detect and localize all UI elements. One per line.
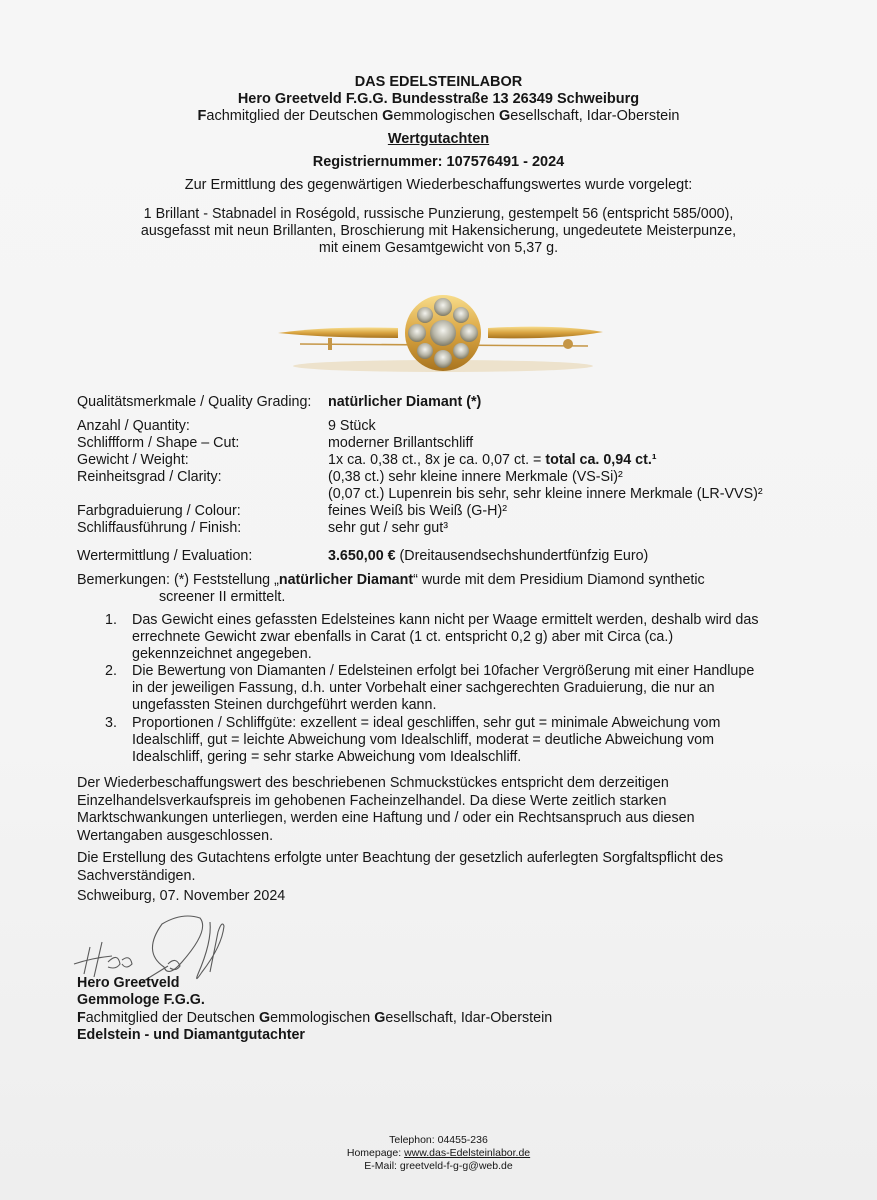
signer-role: Edelstein - und Diamantgutachter [77, 1027, 305, 1043]
clarity-value-2: (0,07 ct.) Lupenrein bis sehr, sehr kleine innere Merkmale (LR-VVS)² [328, 486, 763, 502]
colour-label: Farbgraduierung / Colour: [77, 503, 241, 519]
shape-label: Schliffform / Shape – Cut: [77, 435, 240, 451]
note-2: Die Bewertung von Diamanten / Edelsteinen erfolgt bei 10facher Vergrößerung mit einer Handlupe in der jeweiligen Fassung, d.h. unter Vorbehalt einer sachgerechten Graduierung, die nur an ungefassten Steinen durchgeführt werden kann. [132, 663, 755, 713]
quantity-value: 9 Stück [328, 418, 376, 434]
clarity-label: Reinheitsgrad / Clarity: [77, 469, 222, 485]
note-number: 3. [105, 715, 117, 731]
evaluation-label: Wertermittlung / Evaluation: [77, 548, 253, 564]
item-description: 1 Brillant - Stabnadel in Roségold, russische Punzierung, gestempelt 56 (entspricht 585/000), ausgefasst mit neun Brillanten, Broschierung mit Hakensicherung, ungedeutete Meisterpunze, mit einem Gesamtgewicht von 5,37 g. [140, 206, 737, 256]
closing-paragraph-2: Die Erstellung des Gutachtens erfolgte unter Beachtung der gesetzlich auferlegten Sorgfaltspflicht des Sachverständigen. [77, 850, 724, 884]
homepage-link[interactable]: www.das-Edelsteinlabor.de [404, 1147, 531, 1159]
lab-address: Hero Greetveld F.G.G. Bundesstraße 13 26349 Schweiburg [237, 91, 640, 107]
finish-value: sehr gut / sehr gut³ [328, 520, 448, 536]
footer-homepage: Homepage: www.das-Edelsteinlabor.de [346, 1147, 531, 1159]
brooch-photo [268, 288, 618, 378]
lab-membership: Fachmitglied der Deutschen Gemmologischen Gesellschaft, Idar-Oberstein [197, 108, 680, 124]
intro-text: Zur Ermittlung des gegenwärtigen Wiederbeschaffungswertes wurde vorgelegt: [184, 177, 693, 193]
remarks-line: Bemerkungen: (*) Feststellung „natürlicher Diamant“ wurde mit dem Presidium Diamond synthetic [77, 572, 705, 588]
footer-phone: Telephon: 04455-236 [389, 1134, 488, 1146]
registration-number: Registriernummer: 107576491 - 2024 [312, 154, 565, 170]
brooch-icon [268, 288, 618, 378]
note-1: Das Gewicht eines gefassten Edelsteines kann nicht per Waage ermittelt werden, deshalb wird das errechnete Gewicht zwar ebenfalls in Carat (1 ct. entspricht 0,2 g) aber mit Circa (ca.) gekennzeichnet angegeben. [132, 612, 759, 662]
lab-name: DAS EDELSTEINLABOR [354, 74, 523, 90]
closing-paragraph-1: Der Wiederbeschaffungswert des beschriebenen Schmuckstückes entspricht dem derzeitigen Einzelhandelsverkaufspreis im gehobenen Facheinzelhandel. Da diese Werte zeitlich starken Marktschwankungen unterliegen, werden eine Haftung und / oder ein Rechtsanspruch aus diesen Wertangaben ausgeschlossen. [77, 775, 695, 844]
place-date: Schweiburg, 07. November 2024 [77, 888, 286, 904]
colour-value: feines Weiß bis Weiß (G-H)² [328, 503, 507, 519]
weight-label: Gewicht / Weight: [77, 452, 189, 468]
finish-label: Schliffausführung / Finish: [77, 520, 242, 536]
footer-email: E-Mail: greetveld-f-g-g@web.de [364, 1160, 513, 1172]
shape-value: moderner Brillantschliff [328, 435, 474, 451]
quality-grading-label: Qualitätsmerkmale / Quality Grading: [77, 394, 312, 410]
note-number: 2. [105, 663, 117, 679]
signer-name: Hero Greetveld [77, 975, 180, 991]
signer-membership: Fachmitglied der Deutschen Gemmologischen Gesellschaft, Idar-Oberstein [77, 1010, 553, 1026]
signer-title: Gemmologe F.G.G. [77, 992, 205, 1008]
note-number: 1. [105, 612, 117, 628]
evaluation-value: 3.650,00 € (Dreitausendsechshundertfünfzig Euro) [328, 548, 649, 564]
clarity-value: (0,38 ct.) sehr kleine innere Merkmale (VS-Si)² [328, 469, 623, 485]
document-title: Wertgutachten [387, 131, 490, 147]
quantity-label: Anzahl / Quantity: [77, 418, 190, 434]
remarks-line-2: screener II ermittelt. [159, 589, 286, 605]
weight-value: 1x ca. 0,38 ct., 8x je ca. 0,07 ct. = total ca. 0,94 ct.¹ [328, 452, 657, 468]
quality-grading-value: natürlicher Diamant (*) [328, 394, 482, 410]
note-3: Proportionen / Schliffgüte: exzellent = ideal geschliffen, sehr gut = minimale Abweichung vom Idealschliff, gut = leichte Abweichung vom Idealschliff, moderat = deutliche Abweichung vom Idealschliff, gering = sehr starke Abweichung vom Idealschliff. [132, 715, 721, 765]
